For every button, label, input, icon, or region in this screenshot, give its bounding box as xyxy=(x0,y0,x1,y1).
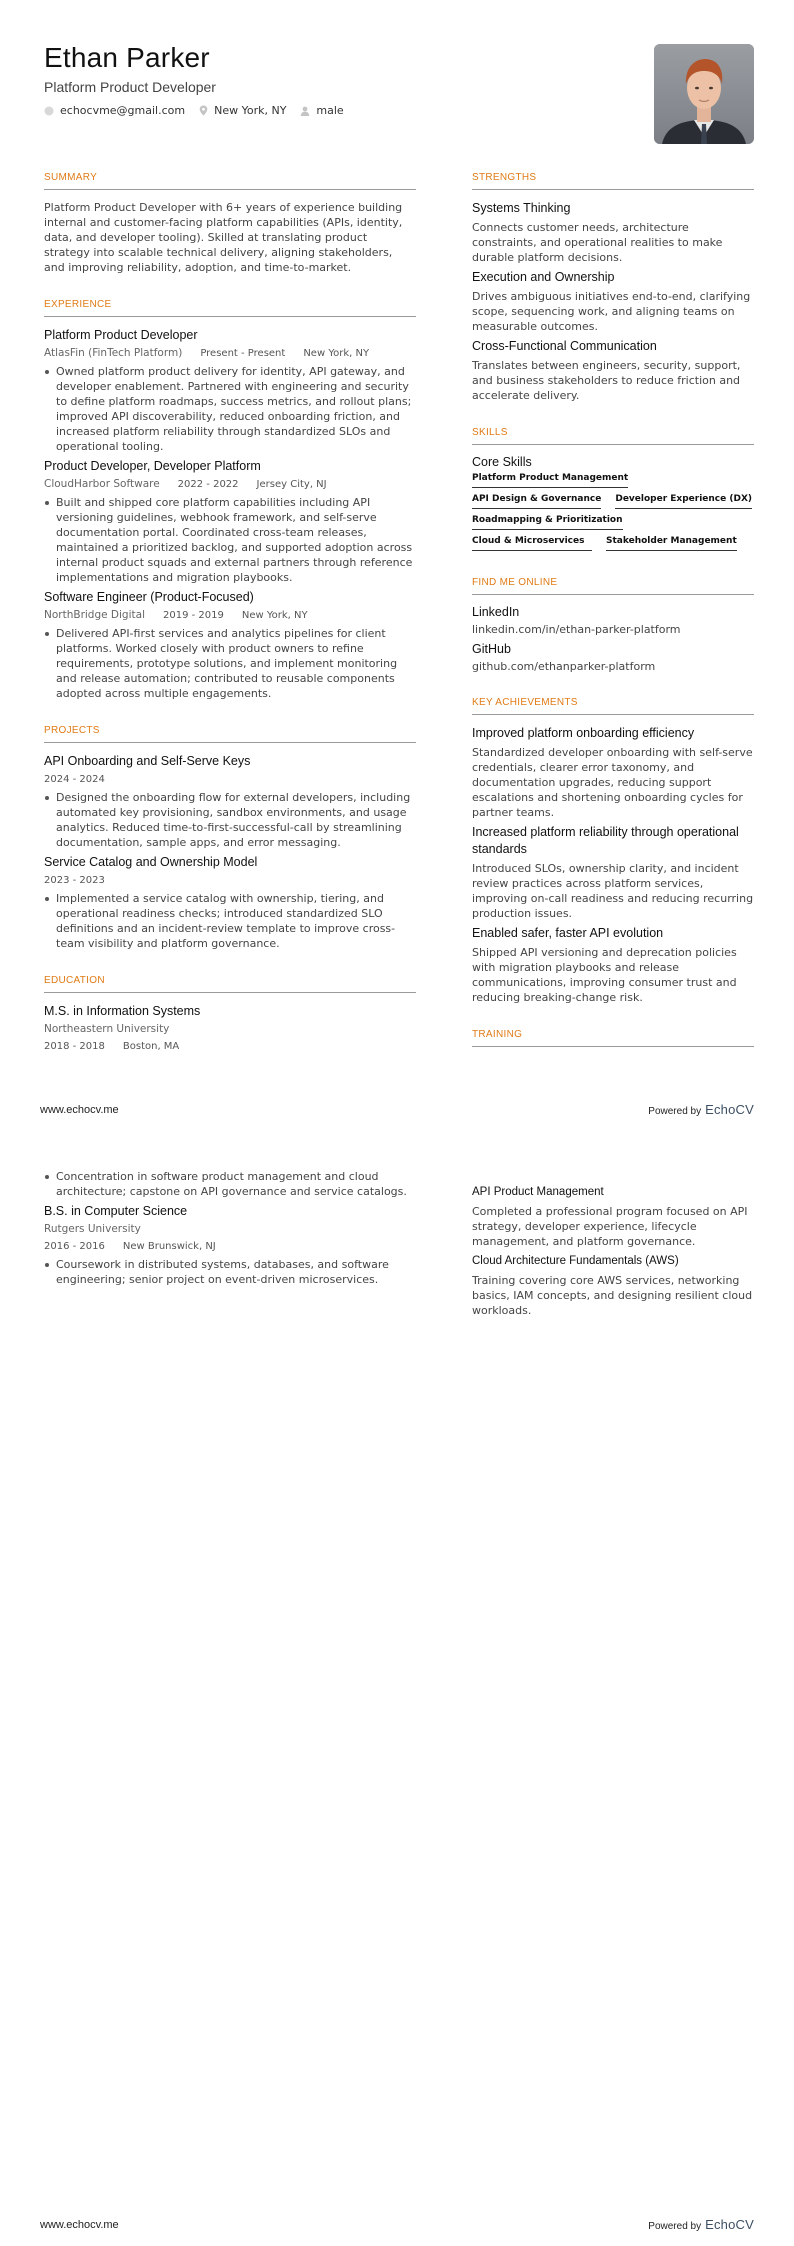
achievements-title: KEY ACHIEVEMENTS xyxy=(472,697,754,715)
project-meta xyxy=(44,873,416,888)
strength-title: Cross-Functional Communication xyxy=(472,339,657,353)
achievement-item xyxy=(472,925,754,1005)
education-item xyxy=(44,1203,416,1287)
strength-item xyxy=(472,269,754,334)
project-item xyxy=(44,753,416,850)
degree-dates: 2016 - 2016 xyxy=(44,1241,105,1252)
project-title: API Onboarding and Self-Serve Keys xyxy=(44,754,251,768)
job-company: AtlasFin (FinTech Platform) xyxy=(44,347,183,359)
contact-gender xyxy=(300,104,343,117)
achievement-title: Improved platform onboarding efficiency xyxy=(472,726,695,740)
training-section xyxy=(472,1029,754,1047)
project-title: Service Catalog and Ownership Model xyxy=(44,855,258,869)
strengths-title: STRENGTHS xyxy=(472,172,754,190)
training-text: Completed a professional program focused on API strategy, developer experience, lifecycle management, and platform governance. xyxy=(472,1205,748,1248)
achievement-title: Increased platform reliability through operational standards xyxy=(472,825,739,856)
powered-by-text: Powered by xyxy=(648,2221,702,2232)
skills-group-title: Core Skills xyxy=(472,455,532,469)
strength-title: Execution and Ownership xyxy=(472,270,615,284)
job-location: Jersey City, NJ xyxy=(256,479,327,490)
summary-text: Platform Product Developer with 6+ years of experience building internal and customer-facing platform capabilities (APIs, identity, data, and developer tooling). Skilled at translating product strategy into scalable technical delivery, aligning stakeholders, and improving reliability, adoption, and time-to-market. xyxy=(44,201,403,274)
skill-tag: Roadmapping & Prioritization xyxy=(472,515,623,530)
contact-email[interactable] xyxy=(44,104,185,117)
degree-title: M.S. in Information Systems xyxy=(44,1004,201,1018)
training-text: Training covering core AWS services, networking basics, IAM concepts, and designing resilient cloud workloads. xyxy=(472,1274,753,1317)
left-column xyxy=(44,172,416,1054)
job-title: Software Engineer (Product-Focused) xyxy=(44,590,254,604)
job-title: Product Developer, Developer Platform xyxy=(44,459,261,473)
experience-item xyxy=(44,327,416,454)
job-bullets xyxy=(44,364,416,454)
skill-tag: Developer Experience (DX) xyxy=(615,494,752,509)
summary-section xyxy=(44,172,416,275)
education-title: EDUCATION xyxy=(44,975,416,993)
online-section xyxy=(472,577,754,673)
skill-tag: Stakeholder Management xyxy=(606,536,737,551)
job-bullet: Owned platform product delivery for identity, API gateway, and developer enablement. Partnered with engineering and security to define platform roadmaps, success metrics, and rollout plans; improved API discoverability, reduced onboarding friction, and increased platform reliability through standardized SLOs and operational tooling. xyxy=(44,364,416,454)
projects-title: PROJECTS xyxy=(44,725,416,743)
experience-title: EXPERIENCE xyxy=(44,299,416,317)
location-text: New York, NY xyxy=(214,104,287,117)
achievement-title: Enabled safer, faster API evolution xyxy=(472,926,664,940)
education-section xyxy=(44,975,416,1054)
linkedin-link[interactable]: linkedin.com/in/ethan-parker-platform xyxy=(472,623,681,636)
footer-site-link[interactable]: www.echocv.me xyxy=(40,1103,119,1116)
achievement-text: Shipped API versioning and deprecation policies with migration playbooks and release communications, improving consumer trust and reducing breaking-change risk. xyxy=(472,946,737,1004)
degree-meta xyxy=(44,1039,416,1054)
strengths-section xyxy=(472,172,754,403)
education-item xyxy=(44,1003,416,1054)
job-meta xyxy=(44,477,416,492)
project-bullets xyxy=(44,790,416,850)
profile-photo xyxy=(654,44,754,144)
achievement-item xyxy=(472,725,754,820)
school-name: Northeastern University xyxy=(44,1023,170,1035)
page-footer xyxy=(40,1102,754,1117)
footer-site-link[interactable]: www.echocv.me xyxy=(40,2218,119,2231)
strength-text: Translates between engineers, security, support, and business stakeholders to reduce friction and accelerate delivery. xyxy=(472,359,741,402)
contact-location xyxy=(199,104,286,117)
project-bullet: Implemented a service catalog with ownership, tiering, and operational readiness checks; introduced standardized SLO definitions and an incident-review template to improve cross-team visibility and platform governance. xyxy=(44,891,416,951)
github-link[interactable]: github.com/ethanparker-platform xyxy=(472,660,656,673)
brand-logo[interactable]: EchoCV xyxy=(705,2217,754,2232)
location-pin-icon xyxy=(199,105,208,116)
footer-powered xyxy=(648,1102,754,1117)
training-item xyxy=(472,1253,754,1318)
candidate-name: Ethan Parker xyxy=(44,42,210,73)
skill-tag: API Design & Governance xyxy=(472,494,601,509)
achievement-text: Standardized developer onboarding with self-serve credentials, clearer error taxonomy, and documentation upgrades, reducing support escalations and shortening onboarding cycles for partner teams. xyxy=(472,746,753,819)
right-column-continued xyxy=(472,1180,754,1318)
experience-item xyxy=(44,458,416,585)
experience-item xyxy=(44,589,416,701)
training-title: TRAINING xyxy=(472,1029,754,1047)
degree-school xyxy=(44,1222,416,1237)
degree-bullet: Concentration in software product management and cloud architecture; capstone on API governance and service catalogs. xyxy=(44,1169,416,1199)
strength-text: Drives ambiguous initiatives end-to-end, clarifying scope, sequencing work, and aligning teams on measurable outcomes. xyxy=(472,290,751,333)
skill-tag: Platform Product Management xyxy=(472,473,628,488)
github-label: GitHub xyxy=(472,642,511,656)
job-dates: 2019 - 2019 xyxy=(163,610,224,621)
email-icon xyxy=(44,106,54,116)
project-meta xyxy=(44,772,416,787)
job-bullet: Built and shipped core platform capabilities including API versioning guidelines, webhook framework, and self-serve documentation portal. Coordinated cross-team releases, maintained a prioritized backlog, and supported adoption across internal product squads and external partners through reference implementations and migration playbooks. xyxy=(44,495,416,585)
candidate-role: Platform Product Developer xyxy=(44,79,216,95)
training-title-text: Cloud Architecture Fundamentals (AWS) xyxy=(472,1255,679,1267)
job-location: New York, NY xyxy=(241,610,308,621)
degree-school xyxy=(44,1022,416,1037)
job-dates: 2022 - 2022 xyxy=(177,479,239,490)
project-bullets xyxy=(44,891,416,951)
strength-text: Connects customer needs, architecture constraints, and operational realities to make durable platform decisions. xyxy=(472,221,723,264)
degree-location: Boston, MA xyxy=(122,1041,180,1052)
job-meta xyxy=(44,608,416,623)
job-bullets xyxy=(44,626,416,701)
page-footer xyxy=(40,2217,754,2232)
job-title: Platform Product Developer xyxy=(44,328,198,342)
brand-logo[interactable]: EchoCV xyxy=(705,1102,754,1117)
gender-text: male xyxy=(316,104,344,117)
job-meta xyxy=(44,346,416,361)
strength-item xyxy=(472,200,754,265)
job-company: CloudHarbor Software xyxy=(44,478,160,490)
job-location: New York, NY xyxy=(303,348,370,359)
strength-title: Systems Thinking xyxy=(472,201,571,215)
achievement-item xyxy=(472,824,754,921)
job-dates: Present - Present xyxy=(200,348,286,359)
degree-bullets xyxy=(44,1257,416,1287)
job-bullets xyxy=(44,495,416,585)
degree-meta xyxy=(44,1239,416,1254)
right-column xyxy=(472,172,754,1057)
achievement-text: Introduced SLOs, ownership clarity, and incident review practices across platform services, improving on-call readiness and reducing recurring production issues. xyxy=(472,862,754,920)
project-bullet: Designed the onboarding flow for external developers, including automated key provisioning, sandbox environments, and usage analytics. Reduced time-to-first-successful-call by streamlining documentation, sample apps, and error messaging. xyxy=(44,790,416,850)
left-column-continued xyxy=(44,1166,416,1287)
school-name: Rutgers University xyxy=(44,1223,141,1235)
powered-by-text: Powered by xyxy=(648,1106,702,1117)
degree-bullets xyxy=(44,1169,416,1199)
projects-section xyxy=(44,725,416,951)
skill-tags xyxy=(472,473,754,551)
achievements-section xyxy=(472,697,754,1005)
training-title-text: API Product Management xyxy=(472,1186,604,1198)
email-text: echocvme@gmail.com xyxy=(60,104,186,117)
skills-section xyxy=(472,427,754,551)
job-bullet: Delivered API-first services and analytics pipelines for client platforms. Worked closely with product owners to refine requirements, prototype solutions, and implement monitoring and release automation; contributed to reusable components adopted across multiple engagements. xyxy=(44,626,416,701)
degree-bullet: Coursework in distributed systems, databases, and software engineering; senior project on event-driven microservices. xyxy=(44,1257,416,1287)
degree-location: New Brunswick, NJ xyxy=(122,1241,216,1252)
summary-title: SUMMARY xyxy=(44,172,416,190)
strength-item xyxy=(472,338,754,403)
degree-title: B.S. in Computer Science xyxy=(44,1204,188,1218)
online-title: FIND ME ONLINE xyxy=(472,577,754,595)
contact-row xyxy=(44,104,358,117)
resume-page-2 xyxy=(0,1130,794,2246)
job-company: NorthBridge Digital xyxy=(44,609,145,621)
skill-tag: Cloud & Microservices xyxy=(472,536,592,551)
person-icon xyxy=(300,106,310,116)
project-dates: 2024 - 2024 xyxy=(44,774,105,785)
skills-title: SKILLS xyxy=(472,427,754,445)
project-item xyxy=(44,854,416,951)
profile-portrait-image xyxy=(654,44,754,144)
linkedin-label: LinkedIn xyxy=(472,605,520,619)
training-item xyxy=(472,1184,754,1249)
project-dates: 2023 - 2023 xyxy=(44,875,105,886)
footer-powered xyxy=(648,2217,754,2232)
degree-dates: 2018 - 2018 xyxy=(44,1041,105,1052)
experience-section xyxy=(44,299,416,701)
